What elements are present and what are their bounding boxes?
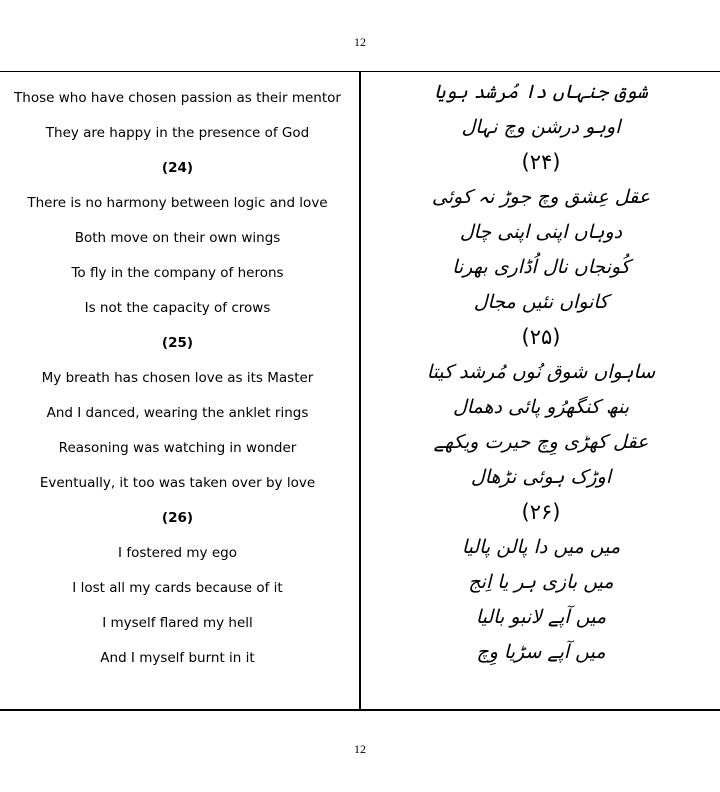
urdu-line: عقل عِشق وچ جوڑ نہ کوئی (431, 185, 651, 208)
stanza-number: (26) (161, 509, 194, 526)
urdu-line: اوڑک ہوئی نڑھال (470, 465, 612, 488)
urdu-line: اوہو درشن وچ نہال (461, 115, 621, 138)
urdu-line: ساہواں شوق نُوں مُرشد کیتا (426, 360, 656, 383)
urdu-stanza-number: (۲۴) (521, 149, 561, 174)
english-line: I lost all my cards because of it (72, 579, 283, 596)
urdu-line: شوق جنہاں دا مُرشد ہویا (434, 80, 648, 103)
english-line: And I myself burnt in it (100, 649, 255, 666)
urdu-line: بنھ کنگھرُو پائی دھمال (452, 395, 630, 418)
english-line: Both move on their own wings (74, 229, 281, 246)
english-line: My breath has chosen love as its Master (41, 369, 314, 386)
stanza-number: (24) (161, 159, 194, 176)
urdu-line: میں بازی ہر یا اِنج (468, 570, 614, 593)
english-column (0, 80, 355, 675)
urdu-stanza-number: (۲۵) (521, 324, 561, 349)
urdu-column (362, 74, 720, 669)
english-line: And I danced, wearing the anklet rings (46, 404, 309, 421)
english-line: I myself flared my hell (102, 614, 253, 631)
urdu-line: عقل کھڑی وِچ حیرت ویکھے (433, 430, 649, 453)
english-line: Is not the capacity of crows (84, 299, 271, 316)
english-line: There is no harmony between logic and love (27, 194, 328, 211)
urdu-line: دوہاں اپنی اپنی چال (459, 220, 623, 243)
bottom-divider (0, 709, 720, 711)
english-line: Reasoning was watching in wonder (58, 439, 297, 456)
english-line: They are happy in the presence of God (45, 124, 310, 141)
column-divider (359, 72, 361, 710)
page-number-bottom: 12 (354, 742, 366, 756)
urdu-line: میں میں دا پالن پالیا (461, 535, 621, 558)
stanza-number: (25) (161, 334, 194, 351)
urdu-line: میں آپے سڑیا وِچ (476, 640, 606, 663)
page-number-top: 12 (354, 35, 366, 49)
urdu-line: میں آپے لانبو بالیا (475, 605, 607, 628)
urdu-line: کُونجاں نال اُڈاری بھرنا (452, 255, 630, 278)
english-line: I fostered my ego (118, 544, 237, 561)
english-line: To fly in the company of herons (71, 264, 284, 281)
urdu-line: کانواں نئیں مجال (473, 290, 609, 313)
urdu-stanza-number: (۲۶) (521, 499, 561, 524)
english-line: Those who have chosen passion as their mentor (14, 89, 341, 106)
english-line: Eventually, it too was taken over by love (39, 474, 316, 491)
